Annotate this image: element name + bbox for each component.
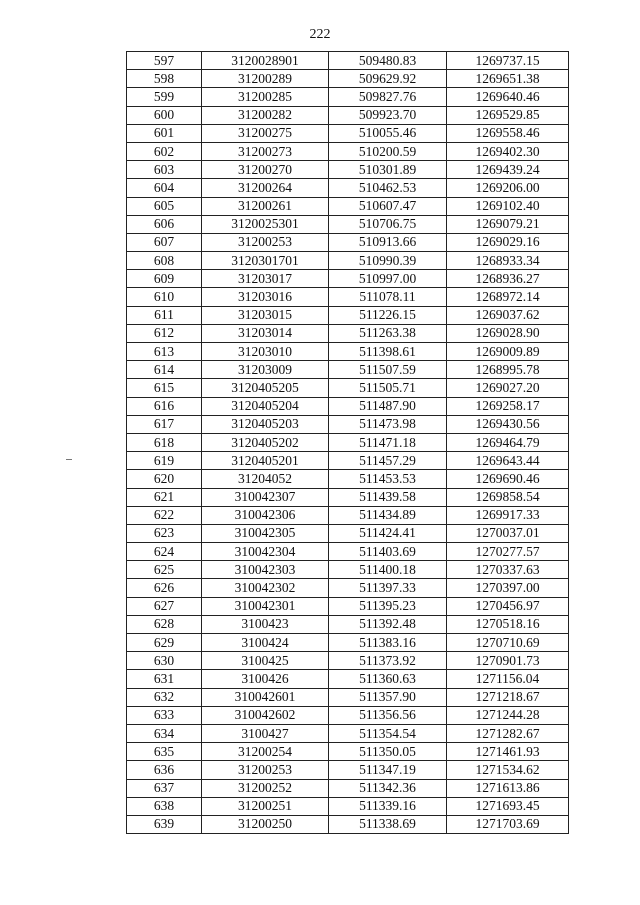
code-cell: 31203014	[202, 324, 329, 342]
x-coordinate-cell: 511342.36	[329, 779, 447, 797]
point-number-cell: 606	[127, 215, 202, 233]
code-cell: 31200252	[202, 779, 329, 797]
y-coordinate-cell: 1271534.62	[447, 761, 569, 779]
x-coordinate-cell: 511403.69	[329, 543, 447, 561]
y-coordinate-cell: 1269430.56	[447, 415, 569, 433]
point-number-cell: 635	[127, 743, 202, 761]
table-row	[127, 779, 569, 797]
code-cell: 310042302	[202, 579, 329, 597]
code-cell: 31200250	[202, 815, 329, 833]
x-coordinate-cell: 510462.53	[329, 179, 447, 197]
table-row	[127, 470, 569, 488]
code-cell: 31203016	[202, 288, 329, 306]
x-coordinate-cell: 511397.33	[329, 579, 447, 597]
y-coordinate-cell: 1269529.85	[447, 106, 569, 124]
point-number-cell: 621	[127, 488, 202, 506]
code-cell: 310042306	[202, 506, 329, 524]
table-row	[127, 379, 569, 397]
y-coordinate-cell: 1269258.17	[447, 397, 569, 415]
table-row	[127, 142, 569, 160]
table-row	[127, 106, 569, 124]
code-cell: 31200253	[202, 233, 329, 251]
code-cell: 3120405204	[202, 397, 329, 415]
code-cell: 31203010	[202, 343, 329, 361]
x-coordinate-cell: 511453.53	[329, 470, 447, 488]
point-number-cell: 612	[127, 324, 202, 342]
y-coordinate-cell: 1269640.46	[447, 88, 569, 106]
table-row	[127, 197, 569, 215]
table-row	[127, 179, 569, 197]
table-row	[127, 433, 569, 451]
point-number-cell: 617	[127, 415, 202, 433]
y-coordinate-cell: 1269464.79	[447, 433, 569, 451]
code-cell: 310042601	[202, 688, 329, 706]
x-coordinate-cell: 511439.58	[329, 488, 447, 506]
x-coordinate-cell: 510200.59	[329, 142, 447, 160]
y-coordinate-cell: 1269858.54	[447, 488, 569, 506]
point-number-cell: 636	[127, 761, 202, 779]
x-coordinate-cell: 511473.98	[329, 415, 447, 433]
x-coordinate-cell: 509827.76	[329, 88, 447, 106]
point-number-cell: 629	[127, 634, 202, 652]
y-coordinate-cell: 1269079.21	[447, 215, 569, 233]
table-row	[127, 724, 569, 742]
table-row	[127, 706, 569, 724]
point-number-cell: 632	[127, 688, 202, 706]
x-coordinate-cell: 511373.92	[329, 652, 447, 670]
y-coordinate-cell: 1269206.00	[447, 179, 569, 197]
x-coordinate-cell: 511350.05	[329, 743, 447, 761]
code-cell: 310042305	[202, 524, 329, 542]
x-coordinate-cell: 511395.23	[329, 597, 447, 615]
y-coordinate-cell: 1271156.04	[447, 670, 569, 688]
code-cell: 3120025301	[202, 215, 329, 233]
table-row	[127, 743, 569, 761]
code-cell: 31200285	[202, 88, 329, 106]
point-number-cell: 630	[127, 652, 202, 670]
code-cell: 3120405203	[202, 415, 329, 433]
point-number-cell: 599	[127, 88, 202, 106]
y-coordinate-cell: 1269917.33	[447, 506, 569, 524]
coordinates-table	[126, 51, 569, 834]
table-row	[127, 270, 569, 288]
x-coordinate-cell: 511471.18	[329, 433, 447, 451]
code-cell: 3100424	[202, 634, 329, 652]
table-row	[127, 634, 569, 652]
code-cell: 31200251	[202, 797, 329, 815]
point-number-cell: 626	[127, 579, 202, 597]
point-number-cell: 639	[127, 815, 202, 833]
y-coordinate-cell: 1271703.69	[447, 815, 569, 833]
table-row	[127, 452, 569, 470]
y-coordinate-cell: 1270337.63	[447, 561, 569, 579]
x-coordinate-cell: 510706.75	[329, 215, 447, 233]
table-row	[127, 506, 569, 524]
table-row	[127, 670, 569, 688]
point-number-cell: 622	[127, 506, 202, 524]
point-number-cell: 614	[127, 361, 202, 379]
x-coordinate-cell: 511457.29	[329, 452, 447, 470]
code-cell: 310042301	[202, 597, 329, 615]
code-cell: 310042304	[202, 543, 329, 561]
x-coordinate-cell: 511424.41	[329, 524, 447, 542]
table-row	[127, 70, 569, 88]
x-coordinate-cell: 511505.71	[329, 379, 447, 397]
table-body	[127, 52, 569, 834]
y-coordinate-cell: 1269690.46	[447, 470, 569, 488]
x-coordinate-cell: 510607.47	[329, 197, 447, 215]
code-cell: 3120405205	[202, 379, 329, 397]
code-cell: 3100426	[202, 670, 329, 688]
y-coordinate-cell: 1270710.69	[447, 634, 569, 652]
table-row	[127, 415, 569, 433]
x-coordinate-cell: 511078.11	[329, 288, 447, 306]
point-number-cell: 633	[127, 706, 202, 724]
point-number-cell: 624	[127, 543, 202, 561]
point-number-cell: 616	[127, 397, 202, 415]
code-cell: 31204052	[202, 470, 329, 488]
code-cell: 31203015	[202, 306, 329, 324]
x-coordinate-cell: 511354.54	[329, 724, 447, 742]
x-coordinate-cell: 510913.66	[329, 233, 447, 251]
table-row	[127, 615, 569, 633]
y-coordinate-cell: 1271282.67	[447, 724, 569, 742]
x-coordinate-cell: 511347.19	[329, 761, 447, 779]
y-coordinate-cell: 1269037.62	[447, 306, 569, 324]
code-cell: 31200254	[202, 743, 329, 761]
y-coordinate-cell: 1269009.89	[447, 343, 569, 361]
y-coordinate-cell: 1271461.93	[447, 743, 569, 761]
x-coordinate-cell: 511392.48	[329, 615, 447, 633]
table-row	[127, 761, 569, 779]
point-number-cell: 608	[127, 252, 202, 270]
y-coordinate-cell: 1269102.40	[447, 197, 569, 215]
point-number-cell: 597	[127, 52, 202, 70]
table-row	[127, 543, 569, 561]
y-coordinate-cell: 1270518.16	[447, 615, 569, 633]
code-cell: 310042303	[202, 561, 329, 579]
x-coordinate-cell: 510055.46	[329, 124, 447, 142]
y-coordinate-cell: 1269402.30	[447, 142, 569, 160]
scan-mark	[66, 459, 72, 460]
point-number-cell: 602	[127, 142, 202, 160]
x-coordinate-cell: 511338.69	[329, 815, 447, 833]
table-row	[127, 815, 569, 833]
x-coordinate-cell: 511434.89	[329, 506, 447, 524]
table-row	[127, 161, 569, 179]
code-cell: 3100427	[202, 724, 329, 742]
table-row	[127, 397, 569, 415]
y-coordinate-cell: 1271613.86	[447, 779, 569, 797]
y-coordinate-cell: 1269558.46	[447, 124, 569, 142]
table-row	[127, 215, 569, 233]
code-cell: 31200273	[202, 142, 329, 160]
x-coordinate-cell: 511398.61	[329, 343, 447, 361]
y-coordinate-cell: 1269027.20	[447, 379, 569, 397]
y-coordinate-cell: 1270456.97	[447, 597, 569, 615]
table-row	[127, 88, 569, 106]
y-coordinate-cell: 1269737.15	[447, 52, 569, 70]
table-row	[127, 488, 569, 506]
x-coordinate-cell: 511400.18	[329, 561, 447, 579]
y-coordinate-cell: 1268933.34	[447, 252, 569, 270]
table-row	[127, 233, 569, 251]
point-number-cell: 628	[127, 615, 202, 633]
y-coordinate-cell: 1270037.01	[447, 524, 569, 542]
x-coordinate-cell: 511360.63	[329, 670, 447, 688]
point-number-cell: 625	[127, 561, 202, 579]
table-row	[127, 597, 569, 615]
x-coordinate-cell: 509629.92	[329, 70, 447, 88]
y-coordinate-cell: 1268936.27	[447, 270, 569, 288]
table-row	[127, 252, 569, 270]
x-coordinate-cell: 511507.59	[329, 361, 447, 379]
code-cell: 3120028901	[202, 52, 329, 70]
point-number-cell: 607	[127, 233, 202, 251]
code-cell: 310042307	[202, 488, 329, 506]
point-number-cell: 605	[127, 197, 202, 215]
point-number-cell: 638	[127, 797, 202, 815]
y-coordinate-cell: 1268995.78	[447, 361, 569, 379]
code-cell: 31200275	[202, 124, 329, 142]
table-row	[127, 688, 569, 706]
y-coordinate-cell: 1269643.44	[447, 452, 569, 470]
code-cell: 31203009	[202, 361, 329, 379]
table-row	[127, 343, 569, 361]
x-coordinate-cell: 511383.16	[329, 634, 447, 652]
point-number-cell: 615	[127, 379, 202, 397]
code-cell: 31200270	[202, 161, 329, 179]
table-row	[127, 361, 569, 379]
point-number-cell: 598	[127, 70, 202, 88]
y-coordinate-cell: 1269439.24	[447, 161, 569, 179]
table-row	[127, 324, 569, 342]
code-cell: 3120405201	[202, 452, 329, 470]
table-row	[127, 561, 569, 579]
y-coordinate-cell: 1269029.16	[447, 233, 569, 251]
point-number-cell: 627	[127, 597, 202, 615]
y-coordinate-cell: 1271244.28	[447, 706, 569, 724]
code-cell: 31200282	[202, 106, 329, 124]
table-row	[127, 652, 569, 670]
point-number-cell: 604	[127, 179, 202, 197]
point-number-cell: 603	[127, 161, 202, 179]
table-row	[127, 579, 569, 597]
point-number-cell: 631	[127, 670, 202, 688]
point-number-cell: 623	[127, 524, 202, 542]
point-number-cell: 619	[127, 452, 202, 470]
y-coordinate-cell: 1269651.38	[447, 70, 569, 88]
table-row	[127, 306, 569, 324]
x-coordinate-cell: 510997.00	[329, 270, 447, 288]
y-coordinate-cell: 1271693.45	[447, 797, 569, 815]
point-number-cell: 600	[127, 106, 202, 124]
x-coordinate-cell: 510301.89	[329, 161, 447, 179]
code-cell: 310042602	[202, 706, 329, 724]
x-coordinate-cell: 509923.70	[329, 106, 447, 124]
code-cell: 3100425	[202, 652, 329, 670]
page-number: 222	[309, 27, 331, 42]
point-number-cell: 609	[127, 270, 202, 288]
x-coordinate-cell: 511226.15	[329, 306, 447, 324]
point-number-cell: 611	[127, 306, 202, 324]
code-cell: 3120405202	[202, 433, 329, 451]
point-number-cell: 634	[127, 724, 202, 742]
x-coordinate-cell: 511487.90	[329, 397, 447, 415]
point-number-cell: 637	[127, 779, 202, 797]
code-cell: 3100423	[202, 615, 329, 633]
table-row	[127, 52, 569, 70]
table-row	[127, 797, 569, 815]
code-cell: 31200261	[202, 197, 329, 215]
y-coordinate-cell: 1269028.90	[447, 324, 569, 342]
code-cell: 3120301701	[202, 252, 329, 270]
x-coordinate-cell: 511339.16	[329, 797, 447, 815]
table-row	[127, 288, 569, 306]
point-number-cell: 618	[127, 433, 202, 451]
x-coordinate-cell: 511357.90	[329, 688, 447, 706]
y-coordinate-cell: 1270397.00	[447, 579, 569, 597]
code-cell: 31200264	[202, 179, 329, 197]
y-coordinate-cell: 1271218.67	[447, 688, 569, 706]
point-number-cell: 601	[127, 124, 202, 142]
code-cell: 31203017	[202, 270, 329, 288]
x-coordinate-cell: 511356.56	[329, 706, 447, 724]
point-number-cell: 613	[127, 343, 202, 361]
code-cell: 31200289	[202, 70, 329, 88]
y-coordinate-cell: 1268972.14	[447, 288, 569, 306]
code-cell: 31200253	[202, 761, 329, 779]
point-number-cell: 610	[127, 288, 202, 306]
x-coordinate-cell: 509480.83	[329, 52, 447, 70]
x-coordinate-cell: 510990.39	[329, 252, 447, 270]
table-row	[127, 124, 569, 142]
x-coordinate-cell: 511263.38	[329, 324, 447, 342]
y-coordinate-cell: 1270901.73	[447, 652, 569, 670]
y-coordinate-cell: 1270277.57	[447, 543, 569, 561]
point-number-cell: 620	[127, 470, 202, 488]
table-row	[127, 524, 569, 542]
